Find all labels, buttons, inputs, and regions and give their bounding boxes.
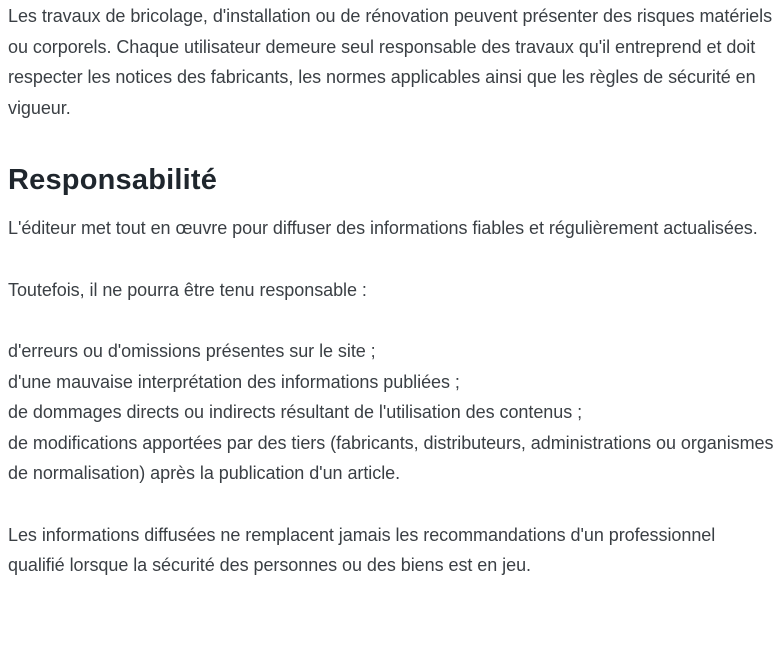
liability-list <box>8 336 774 489</box>
editor-paragraph: L'éditeur met tout en œuvre pour diffuser des informations fiables et régulièrement actualisées. <box>8 218 758 238</box>
final-paragraph: Les informations diffusées ne remplacent jamais les recommandations d'un professionnel qualifié lorsque la sécurité des personnes ou des biens est en jeu. <box>8 524 716 575</box>
section-heading-responsabilite: Responsabilité <box>8 164 218 196</box>
liability-item: d'une mauvaise interprétation des informations publiées ; <box>8 371 460 392</box>
legal-content <box>8 0 774 581</box>
intro-paragraph: Les travaux de bricolage, d'installation ou de rénovation peuvent présenter des risques matériels ou corporels. Chaque utilisateur demeure seul responsable des travaux qu'il entreprend et doit respecter les notices des fabricants, les normes applicables ainsi que les règles de sécurité en vigueur. <box>8 6 773 118</box>
liability-item: de modifications apportées par des tiers (fabricants, distributeurs, administrations ou organismes de normalisation) après la publication d'un article. <box>8 432 774 483</box>
however-paragraph: Toutefois, il ne pourra être tenu responsable : <box>8 279 367 300</box>
liability-item: d'erreurs ou d'omissions présentes sur le site ; <box>8 341 376 361</box>
liability-item: de dommages directs ou indirects résultant de l'utilisation des contenus ; <box>8 402 583 422</box>
